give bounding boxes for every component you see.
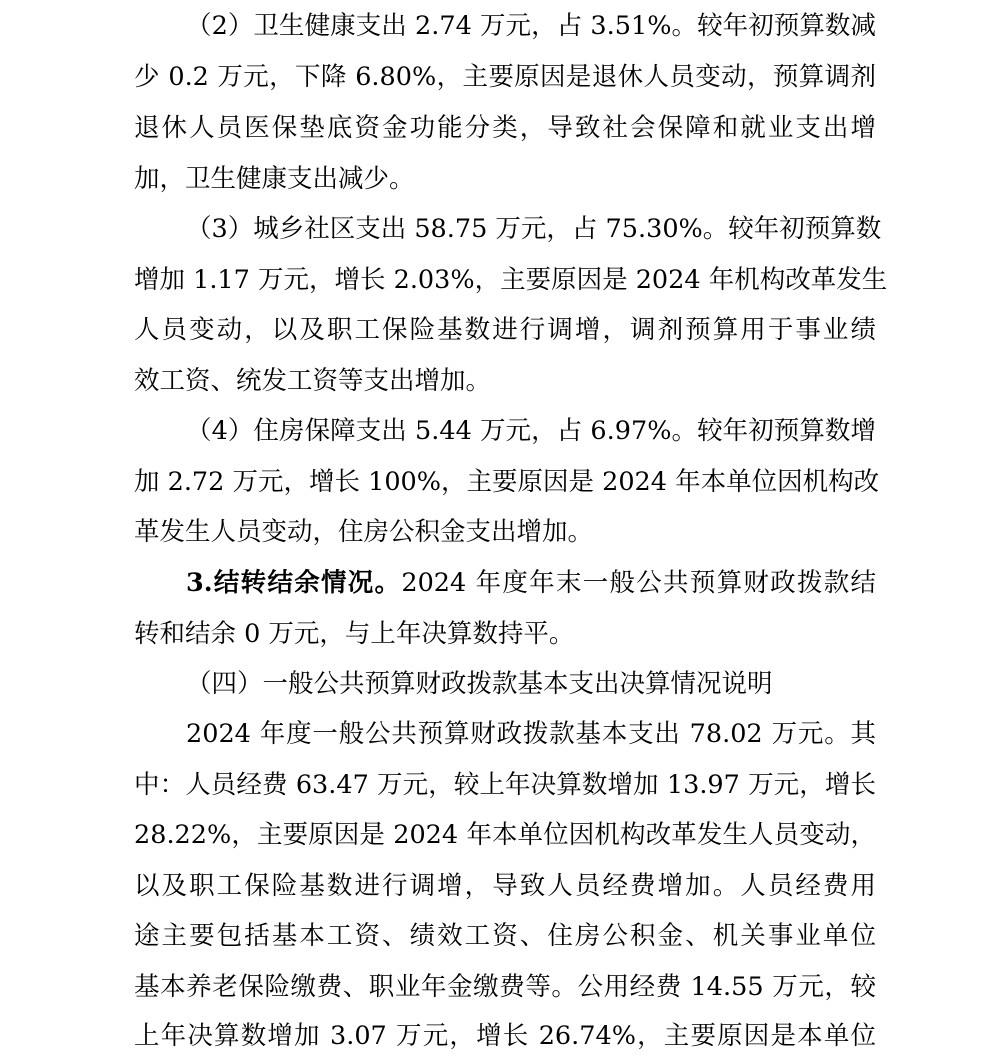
paragraph-basic-line-1: 2024 年度一般公共预算财政拨款基本支出 78.02 万元。其 [186, 719, 876, 749]
paragraph-basic-line-4: 以及职工保险基数进行调增，导致人员经费增加。人员经费用 [134, 871, 876, 901]
paragraph-health-line-2: 少 0.2 万元，下降 6.80%，主要原因是退休人员变动，预算调剂 [134, 62, 876, 92]
carryover-heading: 3.结转结余情况。 [186, 568, 402, 598]
paragraph-basic-line-7: 上年决算数增加 3.07 万元，增长 26.74%，主要原因是本单位 [134, 1021, 876, 1051]
paragraph-carryover-line-1 [186, 563, 876, 603]
paragraph-basic-line-2: 中：人员经费 63.47 万元，较上年决算数增加 13.97 万元，增长 [134, 770, 876, 800]
paragraph-housing-line-1: （4）住房保障支出 5.44 万元，占 6.97%。较年初预算数增 [186, 416, 876, 446]
paragraph-health-line-4: 加，卫生健康支出减少。 [134, 164, 415, 194]
paragraph-health-line-1: （2）卫生健康支出 2.74 万元，占 3.51%。较年初预算数减 [186, 11, 876, 41]
paragraph-urban-rural-line-2: 增加 1.17 万元，增长 2.03%，主要原因是 2024 年机构改革发生 [134, 265, 888, 295]
paragraph-basic-line-6: 基本养老保险缴费、职业年金缴费等。公用经费 14.55 万元，较 [134, 972, 876, 1002]
paragraph-health-line-3: 退休人员医保垫底资金功能分类，导致社会保障和就业支出增 [134, 113, 876, 143]
section-four-heading: （四）一般公共预算财政拨款基本支出决算情况说明 [186, 669, 773, 699]
paragraph-urban-rural-line-1: （3）城乡社区支出 58.75 万元，占 75.30%。较年初预算数 [186, 214, 882, 244]
paragraph-carryover-line-2: 转和结余 0 万元，与上年决算数持平。 [134, 619, 575, 649]
paragraph-basic-line-3: 28.22%，主要原因是 2024 年本单位因机构改革发生人员变动， [134, 820, 876, 850]
paragraph-urban-rural-line-4: 效工资、统发工资等支出增加。 [134, 366, 492, 396]
carryover-text: 2024 年度年末一般公共预算财政拨款结 [401, 568, 876, 598]
paragraph-urban-rural-line-3: 人员变动，以及职工保险基数进行调增，调剂预算用于事业绩 [134, 315, 876, 345]
paragraph-basic-line-5: 途主要包括基本工资、绩效工资、住房公积金、机关事业单位 [134, 921, 876, 951]
paragraph-housing-line-3: 革发生人员变动，住房公积金支出增加。 [134, 517, 594, 547]
paragraph-housing-line-2: 加 2.72 万元，增长 100%，主要原因是 2024 年本单位因机构改 [134, 467, 880, 497]
